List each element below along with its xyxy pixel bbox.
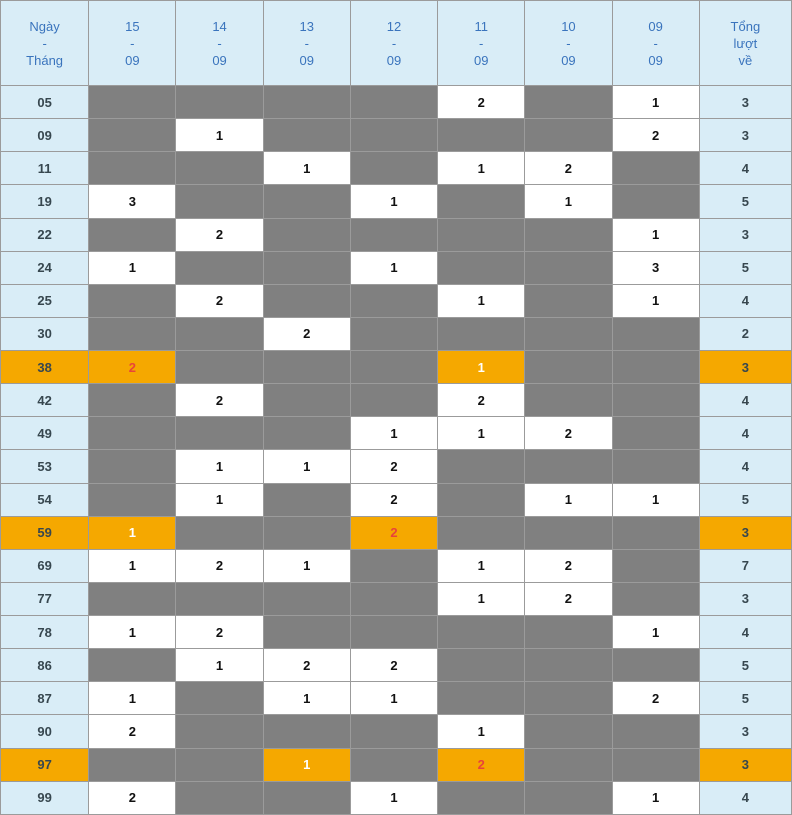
cell-empty: [176, 582, 263, 615]
header-line: về: [738, 52, 753, 68]
cell-count: 1: [176, 483, 263, 516]
cell-empty: [438, 649, 525, 682]
row-day-label: 86: [1, 649, 89, 682]
cell-empty: [350, 119, 437, 152]
row-day-label: 25: [1, 284, 89, 317]
header-line: 09: [212, 52, 227, 68]
cell-empty: [176, 781, 263, 814]
header-row: [1, 1, 792, 86]
cell-empty: [612, 450, 699, 483]
cell-empty: [263, 516, 350, 549]
row-total: 3: [699, 218, 791, 251]
header-line: Ngày: [29, 18, 60, 34]
table-row: [1, 748, 792, 781]
row-day-label: 90: [1, 715, 89, 748]
cell-empty: [438, 218, 525, 251]
header-date-1: [89, 1, 176, 86]
header-line: Tổng: [730, 18, 761, 34]
cell-count: 1: [438, 351, 525, 384]
cell-empty: [350, 351, 437, 384]
cell-empty: [525, 649, 612, 682]
cell-count: 2: [89, 715, 176, 748]
header-line: -: [566, 35, 571, 51]
cell-count: 3: [612, 251, 699, 284]
row-day-label: 77: [1, 582, 89, 615]
header-line: 15: [125, 18, 140, 34]
cell-empty: [89, 417, 176, 450]
cell-empty: [263, 417, 350, 450]
header-line: 09: [473, 52, 489, 68]
table-row: [1, 582, 792, 615]
cell-empty: [89, 284, 176, 317]
header-line: 14: [212, 18, 227, 34]
cell-count: 2: [89, 781, 176, 814]
table-row: [1, 119, 792, 152]
cell-empty: [176, 185, 263, 218]
cell-empty: [89, 748, 176, 781]
cell-empty: [525, 781, 612, 814]
cell-empty: [438, 119, 525, 152]
row-day-label: 54: [1, 483, 89, 516]
row-total: 3: [699, 86, 791, 119]
cell-empty: [525, 682, 612, 715]
row-total: 3: [699, 715, 791, 748]
header-line: 09: [561, 52, 576, 68]
cell-count: 2: [438, 748, 525, 781]
cell-empty: [263, 119, 350, 152]
cell-count: 1: [89, 251, 176, 284]
row-total: 5: [699, 483, 791, 516]
cell-count: 2: [176, 384, 263, 417]
cell-empty: [89, 317, 176, 350]
cell-count: 1: [612, 86, 699, 119]
header-date-2: [176, 1, 263, 86]
row-day-label: 22: [1, 218, 89, 251]
table-header: [1, 1, 792, 86]
cell-empty: [89, 119, 176, 152]
header-date-5: [438, 1, 525, 86]
row-total: 4: [699, 616, 791, 649]
cell-empty: [612, 185, 699, 218]
cell-empty: [612, 152, 699, 185]
cell-empty: [263, 384, 350, 417]
cell-empty: [525, 119, 612, 152]
cell-empty: [438, 251, 525, 284]
cell-empty: [89, 86, 176, 119]
header-total-count: [699, 1, 791, 86]
cell-empty: [525, 251, 612, 284]
row-day-label: 09: [1, 119, 89, 152]
row-day-label: 49: [1, 417, 89, 450]
cell-count: 2: [438, 384, 525, 417]
row-total: 3: [699, 516, 791, 549]
cell-empty: [350, 317, 437, 350]
table-row: [1, 516, 792, 549]
cell-empty: [263, 185, 350, 218]
cell-empty: [525, 450, 612, 483]
table-row: [1, 781, 792, 814]
cell-empty: [176, 86, 263, 119]
cell-empty: [525, 616, 612, 649]
cell-empty: [612, 748, 699, 781]
header-line: lượt: [733, 35, 758, 51]
table-row: [1, 152, 792, 185]
cell-count: 1: [438, 715, 525, 748]
header-line: -: [217, 35, 222, 51]
cell-empty: [176, 351, 263, 384]
row-total: 5: [699, 185, 791, 218]
cell-empty: [350, 152, 437, 185]
cell-count: 1: [176, 649, 263, 682]
cell-empty: [525, 351, 612, 384]
row-day-label: 87: [1, 682, 89, 715]
table-body: [1, 86, 792, 815]
cell-count: 2: [525, 549, 612, 582]
row-total: 5: [699, 682, 791, 715]
cell-empty: [350, 616, 437, 649]
cell-empty: [612, 317, 699, 350]
cell-count: 2: [176, 218, 263, 251]
cell-empty: [612, 715, 699, 748]
row-total: 3: [699, 582, 791, 615]
cell-count: 2: [176, 616, 263, 649]
cell-count: 2: [176, 549, 263, 582]
cell-empty: [612, 351, 699, 384]
cell-count: 1: [263, 549, 350, 582]
row-total: 3: [699, 119, 791, 152]
cell-empty: [176, 251, 263, 284]
table-row: [1, 549, 792, 582]
cell-empty: [350, 86, 437, 119]
header-line: -: [130, 35, 135, 51]
table-row: [1, 86, 792, 119]
cell-count: 1: [438, 549, 525, 582]
cell-count: 2: [612, 682, 699, 715]
cell-count: 1: [612, 284, 699, 317]
cell-count: 1: [438, 582, 525, 615]
header-line: -: [479, 35, 484, 51]
cell-count: 1: [176, 119, 263, 152]
cell-empty: [176, 715, 263, 748]
header-day-month: [1, 1, 89, 86]
cell-empty: [176, 682, 263, 715]
cell-count: 2: [176, 284, 263, 317]
cell-count: 1: [612, 218, 699, 251]
cell-count: 2: [263, 649, 350, 682]
cell-empty: [612, 649, 699, 682]
header-date-7: [612, 1, 699, 86]
row-total: 4: [699, 284, 791, 317]
header-date-4: [350, 1, 437, 86]
cell-empty: [525, 715, 612, 748]
cell-empty: [525, 384, 612, 417]
header-line: 11: [474, 18, 488, 34]
header-line: 09: [386, 52, 402, 68]
table-row: [1, 351, 792, 384]
row-total: 3: [699, 351, 791, 384]
header-line: -: [304, 35, 309, 51]
cell-empty: [263, 715, 350, 748]
cell-empty: [176, 152, 263, 185]
table-row: [1, 185, 792, 218]
cell-count: 2: [89, 351, 176, 384]
table-row: [1, 649, 792, 682]
cell-count: 1: [350, 781, 437, 814]
cell-count: 1: [89, 516, 176, 549]
cell-empty: [438, 450, 525, 483]
cell-empty: [176, 317, 263, 350]
cell-count: 1: [438, 417, 525, 450]
row-total: 4: [699, 152, 791, 185]
cell-count: 1: [263, 152, 350, 185]
row-day-label: 05: [1, 86, 89, 119]
cell-empty: [89, 483, 176, 516]
row-day-label: 38: [1, 351, 89, 384]
row-total: 4: [699, 781, 791, 814]
header-line: 09: [648, 52, 663, 68]
cell-count: 2: [525, 582, 612, 615]
header-date-3: [263, 1, 350, 86]
row-day-label: 30: [1, 317, 89, 350]
header-line: 09: [648, 18, 663, 34]
header-line: 12: [386, 18, 402, 34]
cell-count: 1: [612, 616, 699, 649]
cell-count: 2: [263, 317, 350, 350]
row-day-label: 24: [1, 251, 89, 284]
cell-empty: [89, 152, 176, 185]
cell-empty: [612, 516, 699, 549]
cell-count: 1: [350, 185, 437, 218]
header-line: 09: [125, 52, 140, 68]
cell-count: 1: [176, 450, 263, 483]
row-total: 4: [699, 384, 791, 417]
cell-count: 1: [350, 417, 437, 450]
header-line: 10: [561, 18, 576, 34]
cell-empty: [350, 218, 437, 251]
row-total: 5: [699, 649, 791, 682]
cell-empty: [89, 582, 176, 615]
cell-count: 2: [350, 483, 437, 516]
row-total: 4: [699, 417, 791, 450]
cell-empty: [263, 86, 350, 119]
cell-empty: [438, 682, 525, 715]
cell-count: 1: [612, 483, 699, 516]
cell-empty: [438, 516, 525, 549]
row-total: 5: [699, 251, 791, 284]
header-line: 09: [299, 52, 314, 68]
table-row: [1, 715, 792, 748]
cell-empty: [525, 86, 612, 119]
cell-count: 1: [350, 251, 437, 284]
table-row: [1, 218, 792, 251]
cell-empty: [438, 781, 525, 814]
cell-empty: [438, 317, 525, 350]
header-line: -: [391, 35, 397, 51]
cell-empty: [525, 748, 612, 781]
cell-empty: [350, 384, 437, 417]
cell-empty: [263, 351, 350, 384]
cell-empty: [350, 284, 437, 317]
table-row: [1, 251, 792, 284]
cell-empty: [525, 516, 612, 549]
cell-empty: [89, 218, 176, 251]
cell-count: 1: [89, 682, 176, 715]
row-day-label: 59: [1, 516, 89, 549]
cell-empty: [525, 218, 612, 251]
header-line: 13: [299, 18, 314, 34]
cell-count: 1: [263, 748, 350, 781]
cell-count: 1: [438, 152, 525, 185]
cell-count: 1: [612, 781, 699, 814]
cell-empty: [438, 483, 525, 516]
cell-count: 1: [89, 549, 176, 582]
row-total: 2: [699, 317, 791, 350]
header-line: -: [653, 35, 658, 51]
row-day-label: 53: [1, 450, 89, 483]
cell-count: 2: [525, 417, 612, 450]
cell-empty: [263, 284, 350, 317]
cell-count: 1: [89, 616, 176, 649]
cell-count: 1: [525, 483, 612, 516]
cell-count: 1: [525, 185, 612, 218]
cell-empty: [612, 384, 699, 417]
row-day-label: 11: [1, 152, 89, 185]
row-total: 3: [699, 748, 791, 781]
row-day-label: 99: [1, 781, 89, 814]
cell-empty: [89, 384, 176, 417]
cell-empty: [350, 549, 437, 582]
table-row: [1, 417, 792, 450]
cell-count: 1: [263, 682, 350, 715]
table-row: [1, 284, 792, 317]
cell-empty: [176, 417, 263, 450]
header-line: -: [42, 35, 47, 51]
row-total: 4: [699, 450, 791, 483]
cell-empty: [176, 516, 263, 549]
cell-count: 2: [438, 86, 525, 119]
cell-empty: [350, 715, 437, 748]
cell-empty: [612, 417, 699, 450]
cell-empty: [612, 549, 699, 582]
cell-empty: [263, 616, 350, 649]
cell-count: 2: [350, 450, 437, 483]
cell-empty: [263, 251, 350, 284]
table-row: [1, 616, 792, 649]
table-row: [1, 682, 792, 715]
table-row: [1, 450, 792, 483]
table-row: [1, 384, 792, 417]
row-total: 7: [699, 549, 791, 582]
cell-count: 2: [525, 152, 612, 185]
table-row: [1, 317, 792, 350]
cell-empty: [350, 582, 437, 615]
row-day-label: 97: [1, 748, 89, 781]
row-day-label: 69: [1, 549, 89, 582]
cell-count: 1: [263, 450, 350, 483]
cell-empty: [263, 582, 350, 615]
cell-empty: [612, 582, 699, 615]
cell-count: 1: [350, 682, 437, 715]
cell-empty: [176, 748, 263, 781]
header-line: Tháng: [26, 52, 64, 68]
cell-empty: [438, 616, 525, 649]
cell-empty: [350, 748, 437, 781]
row-day-label: 78: [1, 616, 89, 649]
cell-count: 1: [438, 284, 525, 317]
table-row: [1, 483, 792, 516]
row-day-label: 42: [1, 384, 89, 417]
cell-count: 3: [89, 185, 176, 218]
cell-empty: [525, 284, 612, 317]
cell-empty: [525, 317, 612, 350]
cell-empty: [89, 649, 176, 682]
row-day-label: 19: [1, 185, 89, 218]
cell-empty: [438, 185, 525, 218]
cell-empty: [263, 781, 350, 814]
cell-count: 2: [350, 649, 437, 682]
cell-count: 2: [612, 119, 699, 152]
cell-count: 2: [350, 516, 437, 549]
cell-empty: [263, 483, 350, 516]
header-date-6: [525, 1, 612, 86]
cell-empty: [89, 450, 176, 483]
cell-empty: [263, 218, 350, 251]
